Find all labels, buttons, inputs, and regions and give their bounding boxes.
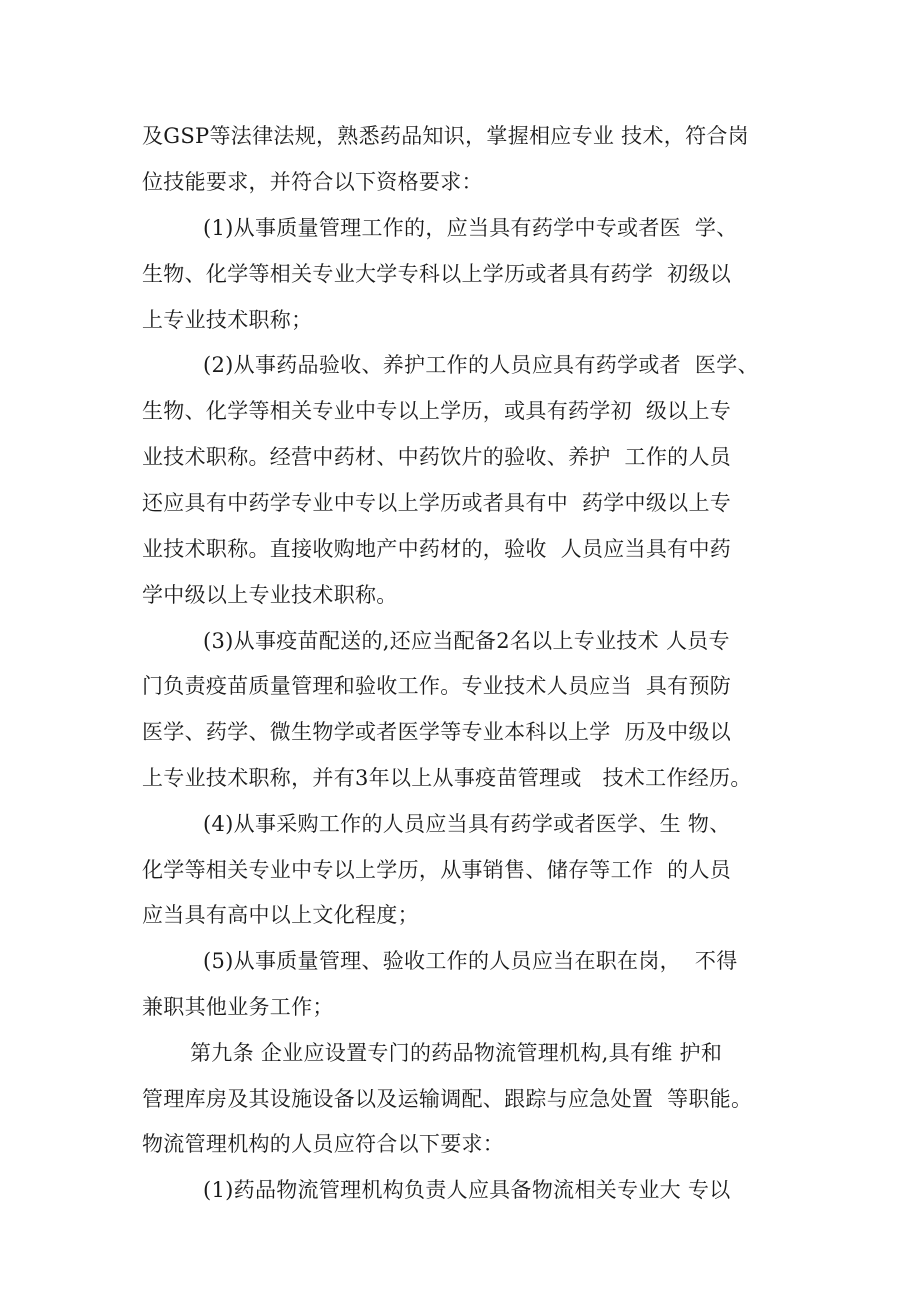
text-line: (1)从事质量管理工作的，应当具有药学中专或者医 学、	[203, 216, 738, 240]
text-line: (4)从事采购工作的人员应当具有药学或者医学、生 物、	[203, 812, 731, 836]
text-line: 生物、化学等相关专业中专以上学历，或具有药学初 级以上专	[142, 399, 732, 423]
text-line: 学中级以上专业技术职称。	[142, 583, 398, 607]
text-line: (2)从事药品验收、养护工作的人员应具有药学或者 医学、	[203, 353, 759, 377]
text-line: (5)从事质量管理、验收工作的人员应当在职在岗， 不得	[203, 949, 738, 973]
text-line: 还应具有中药学专业中专以上学历或者具有中 药学中级以上专	[142, 491, 732, 515]
text-line: 上专业技术职称，并有3年以上从事疫苗管理或 技术工作经历。	[142, 766, 752, 790]
text-line: 业技术职称。直接收购地产中药材的，验收 人员应当具有中药	[142, 537, 732, 561]
text-line: 位技能要求，并符合以下资格要求：	[142, 170, 483, 194]
text-line: 生物、化学等相关专业大学专科以上学历或者具有药学 初级以	[142, 262, 732, 286]
text-line: 医学、药学、微生物学或者医学等专业本科以上学 历及中级以	[142, 720, 732, 744]
text-line: 业技术职称。经营中药材、中药饮片的验收、养护 工作的人员	[142, 445, 732, 469]
text-line: 管理库房及其设施设备以及运输调配、跟踪与应急处置 等职能。	[142, 1087, 753, 1111]
text-line: 及GSP等法律法规，熟悉药品知识，掌握相应专业 技术，符合岗	[142, 124, 749, 148]
text-line: 应当具有高中以上文化程度；	[142, 903, 419, 927]
section-heading-line: 第九条 企业应设置专门的药品物流管理机构,具有维 护和	[190, 1041, 723, 1065]
text-line: 化学等相关专业中专以上学历，从事销售、储存等工作 的人员	[142, 858, 732, 882]
text-line: (3)从事疫苗配送的,还应当配备2名以上专业技术 人员专	[203, 629, 730, 653]
text-line: 物流管理机构的人员应符合以下要求：	[142, 1132, 505, 1156]
text-line: 上专业技术职称；	[142, 308, 313, 332]
text-line: 兼职其他业务工作；	[142, 995, 334, 1019]
text-line: 门负责疫苗质量管理和验收工作。专业技术人员应当 具有预防	[142, 674, 732, 698]
text-line: (1)药品物流管理机构负责人应具备物流相关专业大 专以	[203, 1178, 731, 1202]
